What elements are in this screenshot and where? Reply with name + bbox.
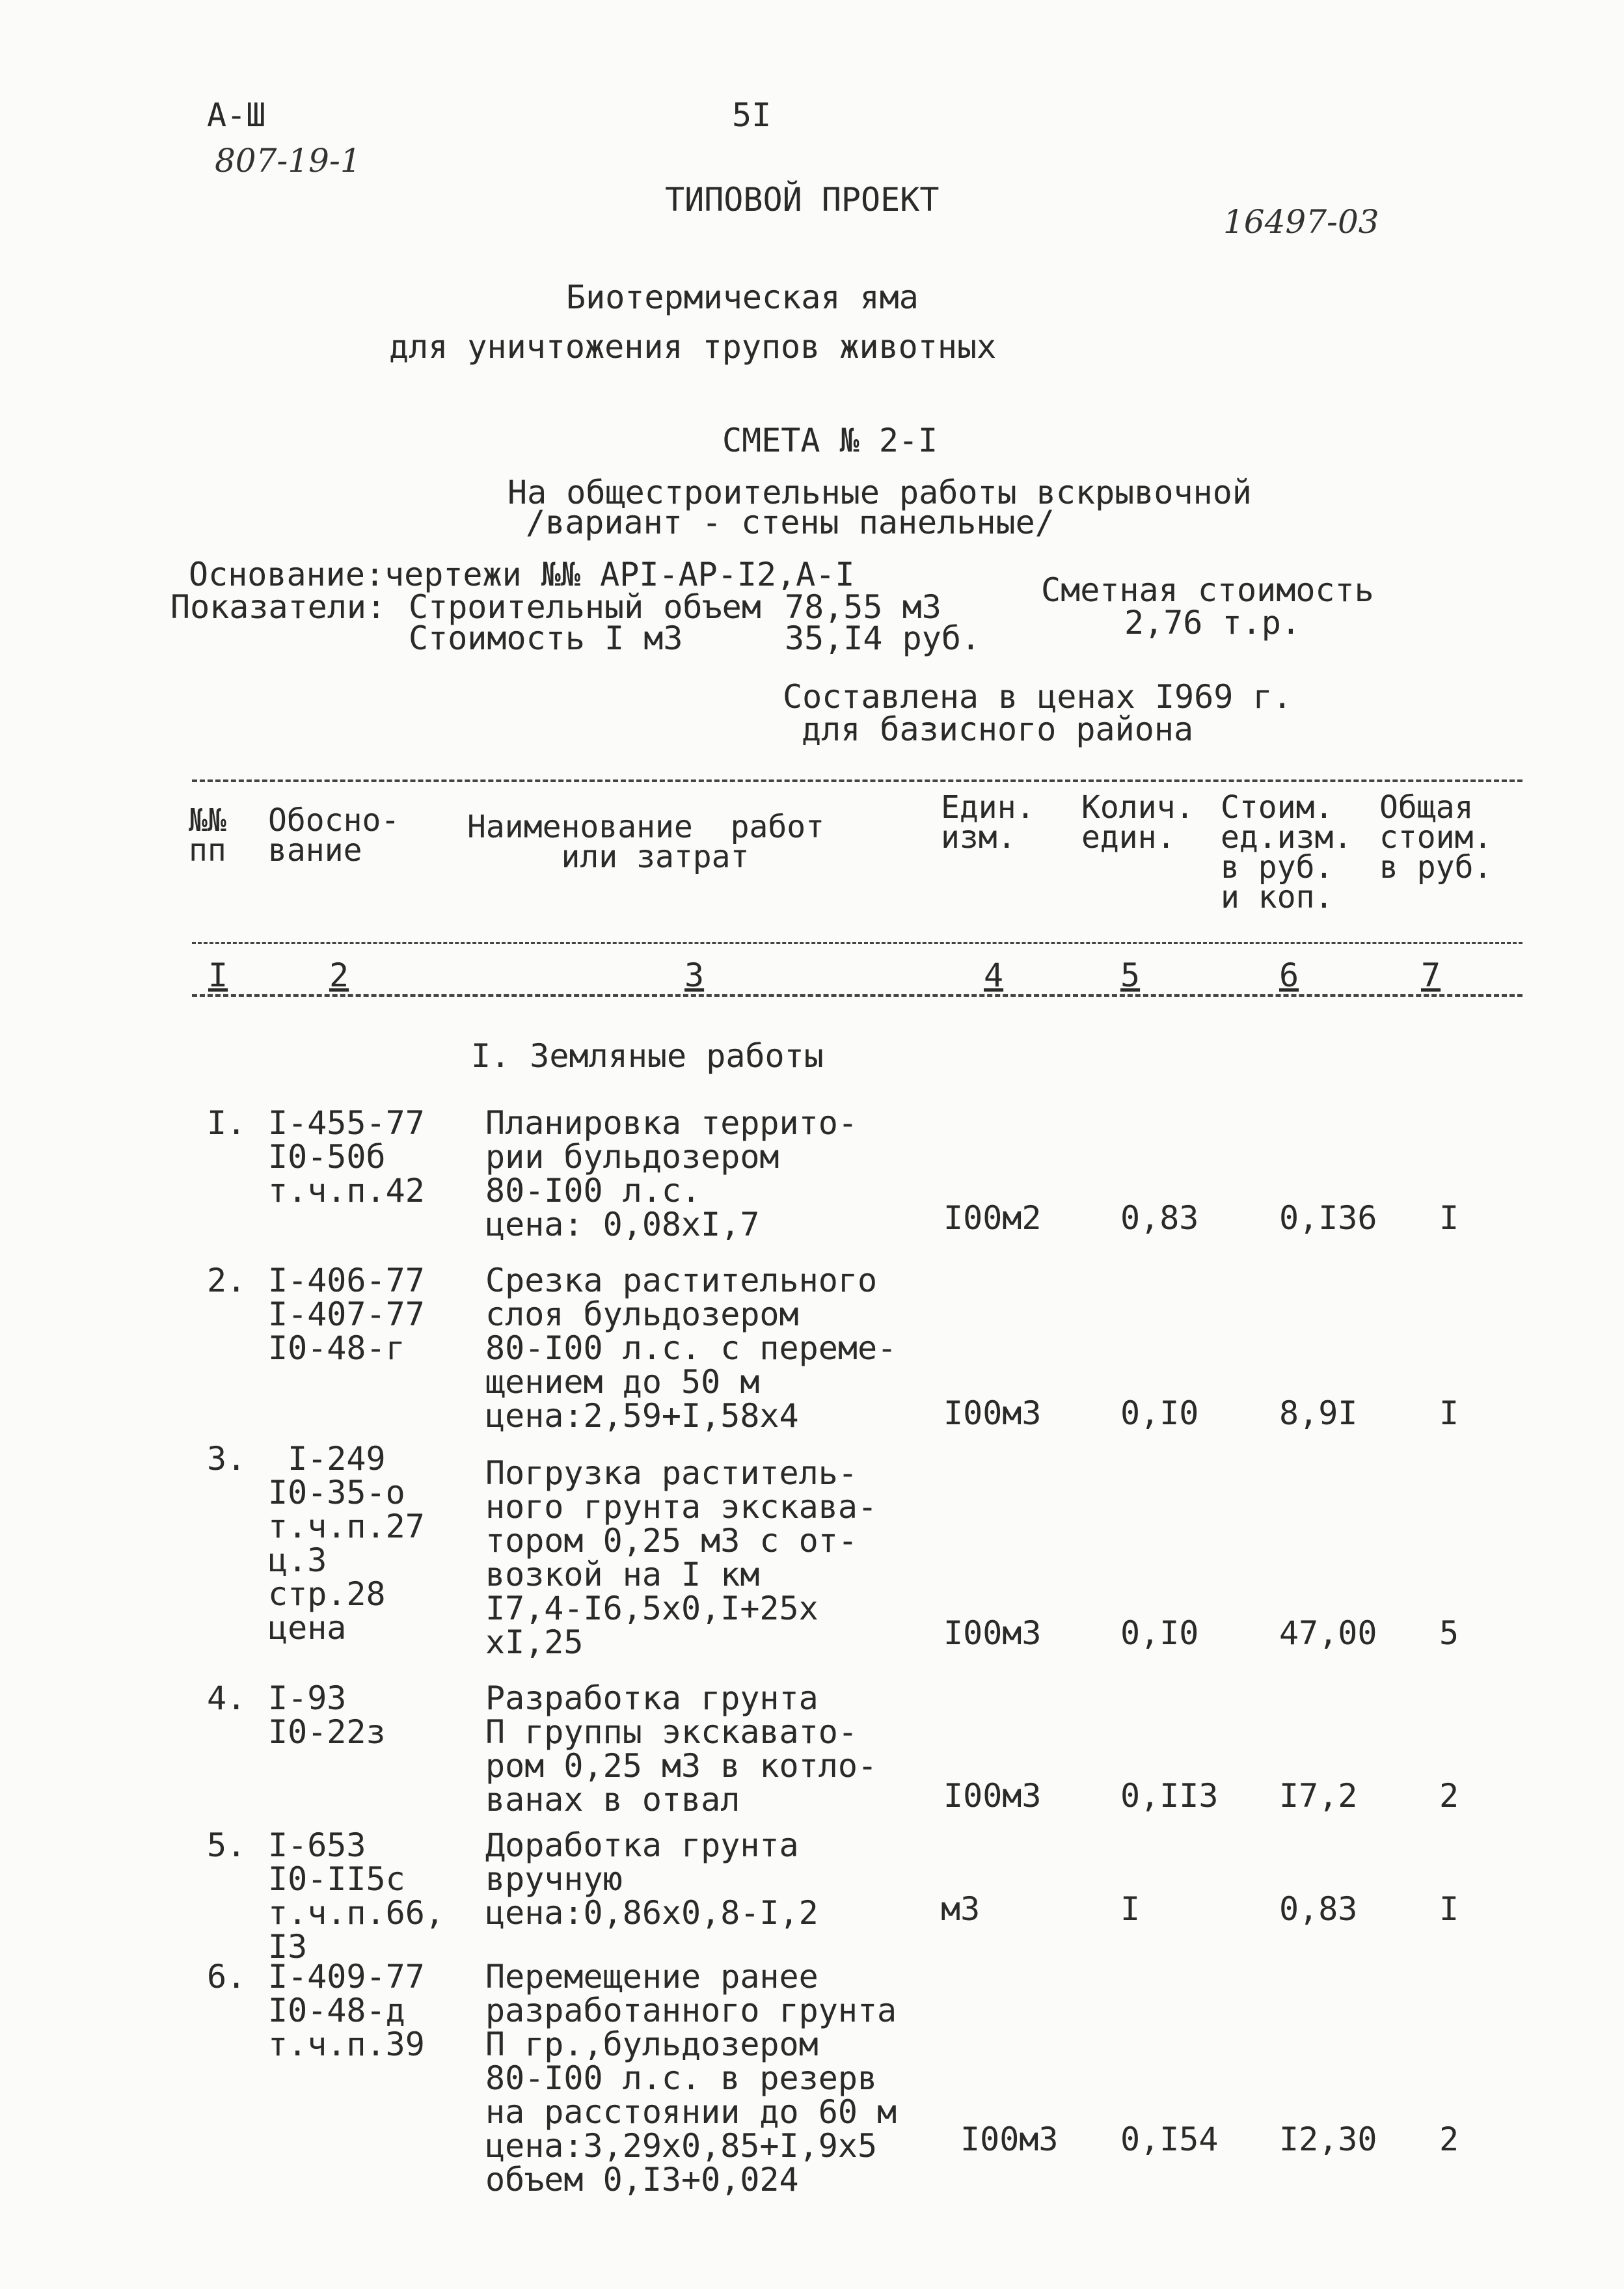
volume-value: 78,55 м3 xyxy=(785,588,941,626)
column-number-3: 3 xyxy=(684,956,705,994)
estimated-cost-value: 2,76 т.р. xyxy=(1124,604,1301,642)
unit-cost-value: 35,I4 руб. xyxy=(785,619,981,657)
project-type: ТИПОВОЙ ПРОЕКТ xyxy=(665,181,940,219)
row-4-no: 4. xyxy=(207,1679,247,1717)
indicators-label: Показатели: xyxy=(170,588,386,626)
row-1-basis: I-455-77 I0-50б т.ч.п.42 xyxy=(268,1104,425,1210)
volume-label: Строительный объем xyxy=(409,588,761,626)
column-header-no: №№ пп xyxy=(189,802,226,869)
document-code: А-Ш xyxy=(207,96,266,134)
row-3-no: 3. xyxy=(207,1440,247,1478)
row-2-name: Срезка растительного слоя бульдозером 80-I00 л.с. с переме- щением до 50 м цена:2,59+I,58х4 xyxy=(485,1262,897,1435)
title-line-2: для уничтожения трупов животных xyxy=(389,328,997,366)
row-1-name: Планировка террито- рии бульдозером 80-I00 л.с. цена: 0,08хI,7 xyxy=(485,1104,858,1243)
column-header-total: Общая стоим. в руб. xyxy=(1379,789,1493,886)
row-5-basis: I-653 I0-II5с т.ч.п.66, I3 xyxy=(268,1826,444,1966)
row-2-price: 8,9I xyxy=(1279,1394,1358,1432)
row-6-unit: I00м3 xyxy=(960,2120,1059,2158)
column-header-qty: Колич. един. xyxy=(1081,789,1195,856)
title-line-1: Биотермическая яма xyxy=(566,278,919,316)
row-2-unit: I00м3 xyxy=(943,1394,1042,1432)
row-1-unit: I00м2 xyxy=(943,1199,1042,1237)
row-4-total: 2 xyxy=(1439,1777,1459,1815)
row-3-price: 47,00 xyxy=(1279,1614,1377,1652)
column-number-5: 5 xyxy=(1120,956,1141,994)
handwritten-left-note: 807-19-1 xyxy=(215,142,361,180)
basis-line: Основание:чертежи №№ АРI-АР-I2,А-I xyxy=(189,556,855,593)
row-6-name: Перемещение ранее разработанного грунта П гр.,бульдозером 80-I00 л.с. в резерв на расстоянии до 60 м цена:3,29х0,85+I,9х5 объем 0,I3+0,024 xyxy=(485,1958,897,2199)
subject-line-1: На общестроительные работы вскрывочной xyxy=(508,474,1252,511)
row-3-name: Погрузка раститель- ного грунта экскава- тором 0,25 м3 с от- возкой на I км I7,4-I6,5х0,I+25х хI,25 xyxy=(485,1454,878,1661)
column-number-1: I xyxy=(208,956,228,994)
table-top-rule xyxy=(192,779,1522,782)
row-2-total: I xyxy=(1439,1394,1459,1432)
table-header-rule xyxy=(192,942,1522,944)
estimated-cost-label: Сметная стоимость xyxy=(1041,571,1374,609)
row-6-total: 2 xyxy=(1439,2120,1459,2158)
column-header-name: Наименование работ или затрат xyxy=(467,809,825,875)
prices-line-2: для базисного района xyxy=(802,711,1194,748)
column-header-basis: Обосно- вание xyxy=(268,802,400,869)
section-title: I. Земляные работы xyxy=(471,1037,824,1075)
row-4-basis: I-93 I0-22з xyxy=(268,1679,386,1751)
row-5-total: I xyxy=(1439,1890,1459,1928)
row-3-qty: 0,I0 xyxy=(1120,1614,1199,1652)
row-6-basis: I-409-77 I0-48-д т.ч.п.39 xyxy=(268,1958,425,2063)
row-4-unit: I00м3 xyxy=(943,1777,1042,1815)
row-6-no: 6. xyxy=(207,1958,247,1996)
column-header-price: Стоим. ед.изм. в руб. и коп. xyxy=(1221,789,1353,915)
column-number-4: 4 xyxy=(984,956,1004,994)
handwritten-right-note: 16497-03 xyxy=(1223,203,1379,241)
row-2-qty: 0,I0 xyxy=(1120,1394,1199,1432)
row-1-price: 0,I36 xyxy=(1279,1199,1377,1237)
row-5-name: Доработка грунта вручную цена:0,86х0,8-I,2 xyxy=(485,1826,819,1932)
row-6-price: I2,30 xyxy=(1279,2120,1377,2158)
row-3-basis: I-249 I0-35-о т.ч.п.27 ц.3 стр.28 цена xyxy=(268,1440,425,1647)
row-5-price: 0,83 xyxy=(1279,1890,1358,1928)
row-3-total: 5 xyxy=(1439,1614,1459,1652)
row-2-basis: I-406-77 I-407-77 I0-48-г xyxy=(268,1262,425,1367)
row-4-qty: 0,II3 xyxy=(1120,1777,1219,1815)
column-number-2: 2 xyxy=(329,956,349,994)
row-1-no: I. xyxy=(207,1104,247,1142)
row-5-no: 5. xyxy=(207,1826,247,1864)
row-5-unit: м3 xyxy=(941,1890,981,1928)
row-5-qty: I xyxy=(1120,1890,1141,1928)
column-header-unit: Един. изм. xyxy=(941,789,1035,856)
table-numbers-rule xyxy=(192,994,1522,997)
row-1-total: I xyxy=(1439,1199,1459,1237)
row-2-no: 2. xyxy=(207,1262,247,1299)
row-6-qty: 0,I54 xyxy=(1120,2120,1219,2158)
column-number-6: 6 xyxy=(1279,956,1299,994)
row-4-name: Разработка грунта П группы экскавато- ром 0,25 м3 в котло- ванах в отвал xyxy=(485,1679,878,1819)
row-3-unit: I00м3 xyxy=(943,1614,1042,1652)
column-number-7: 7 xyxy=(1421,956,1441,994)
prices-line-1: Составлена в ценах I969 г. xyxy=(783,678,1292,716)
page-number: 5I xyxy=(732,96,772,134)
row-4-price: I7,2 xyxy=(1279,1777,1358,1815)
row-1-qty: 0,83 xyxy=(1120,1199,1199,1237)
subject-line-2: /вариант - стены панельные/ xyxy=(526,504,1055,541)
estimate-number: СМЕТА № 2-I xyxy=(722,422,938,459)
unit-cost-label: Стоимость I м3 xyxy=(409,619,683,657)
